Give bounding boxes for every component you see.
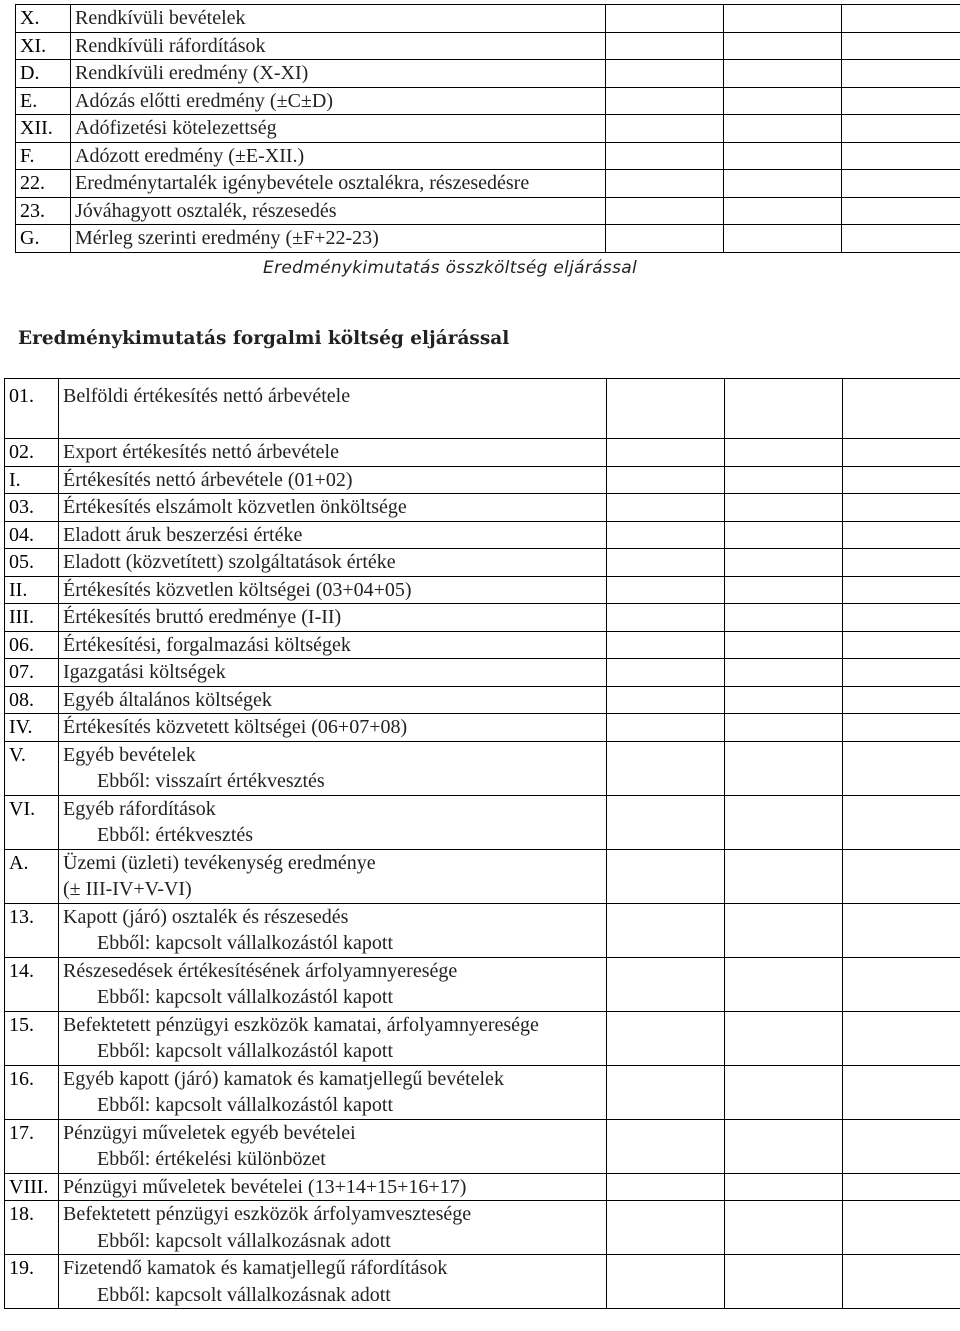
value-cell[interactable] bbox=[607, 1011, 725, 1065]
table-row bbox=[5, 631, 960, 659]
table-row bbox=[16, 170, 960, 198]
bottom-table bbox=[4, 378, 960, 1309]
table-row bbox=[5, 439, 960, 467]
value-cell[interactable] bbox=[725, 466, 843, 494]
value-cell[interactable] bbox=[725, 659, 843, 687]
value-cell[interactable] bbox=[607, 741, 725, 795]
value-cell[interactable] bbox=[724, 115, 842, 143]
value-cell[interactable] bbox=[843, 549, 960, 577]
value-cell[interactable] bbox=[607, 659, 725, 687]
value-cell[interactable] bbox=[607, 714, 725, 742]
table-row bbox=[5, 521, 960, 549]
row-code: V. bbox=[5, 741, 59, 795]
table-row bbox=[5, 903, 960, 957]
value-cell[interactable] bbox=[725, 714, 843, 742]
value-cell[interactable] bbox=[842, 225, 960, 253]
table-row bbox=[5, 957, 960, 1011]
row-label-text: Befektetett pénzügyi eszközök árfolyamvesztesége bbox=[63, 1203, 472, 1225]
row-sublabel: Ebből: kapcsolt vállalkozástól kapott bbox=[97, 1040, 394, 1062]
row-label bbox=[59, 659, 607, 687]
table-row bbox=[5, 379, 960, 439]
row-code: 15. bbox=[5, 1011, 59, 1065]
row-label-text: Értékesítés nettó árbevétele (01+02) bbox=[63, 468, 353, 491]
row-label-text: Kapott (járó) osztalék és részesedés bbox=[63, 905, 349, 928]
value-cell[interactable] bbox=[843, 659, 960, 687]
row-code: F. bbox=[16, 142, 71, 170]
row-code: 05. bbox=[5, 549, 59, 577]
table-row bbox=[5, 1255, 960, 1309]
value-cell[interactable] bbox=[607, 903, 725, 957]
value-cell[interactable] bbox=[842, 60, 960, 88]
row-label bbox=[59, 439, 607, 467]
value-cell[interactable] bbox=[606, 5, 724, 33]
top-table-body bbox=[16, 5, 960, 253]
table-row bbox=[5, 576, 960, 604]
value-cell[interactable] bbox=[843, 521, 960, 549]
row-label bbox=[59, 686, 607, 714]
value-cell[interactable] bbox=[607, 466, 725, 494]
value-cell[interactable] bbox=[607, 604, 725, 632]
value-cell[interactable] bbox=[842, 142, 960, 170]
table-row bbox=[16, 60, 960, 88]
value-cell[interactable] bbox=[843, 714, 960, 742]
value-cell[interactable] bbox=[725, 903, 843, 957]
row-code: VI. bbox=[5, 795, 59, 849]
value-cell[interactable] bbox=[725, 686, 843, 714]
value-cell[interactable] bbox=[843, 604, 960, 632]
row-code: 07. bbox=[5, 659, 59, 687]
value-cell[interactable] bbox=[724, 5, 842, 33]
table-row bbox=[5, 1201, 960, 1255]
value-cell[interactable] bbox=[606, 225, 724, 253]
table-row bbox=[5, 795, 960, 849]
row-code: X. bbox=[16, 5, 71, 33]
row-label-text: Eladott áruk beszerzési értéke bbox=[63, 523, 303, 546]
row-label bbox=[59, 521, 607, 549]
row-label-text: Egyéb ráfordítások bbox=[63, 797, 216, 820]
row-label-text: Egyéb bevételek bbox=[63, 743, 196, 766]
table-row bbox=[5, 466, 960, 494]
table-row bbox=[16, 32, 960, 60]
value-cell[interactable] bbox=[606, 142, 724, 170]
table-row bbox=[5, 714, 960, 742]
row-code: 06. bbox=[5, 631, 59, 659]
value-cell[interactable] bbox=[843, 903, 960, 957]
value-cell[interactable] bbox=[843, 849, 960, 903]
value-cell[interactable] bbox=[843, 379, 960, 439]
row-label bbox=[59, 714, 607, 742]
value-cell[interactable] bbox=[842, 115, 960, 143]
value-cell[interactable] bbox=[724, 87, 842, 115]
value-cell[interactable] bbox=[725, 795, 843, 849]
table-row bbox=[5, 1065, 960, 1119]
row-code: I. bbox=[5, 466, 59, 494]
row-sublabel: Ebből: kapcsolt vállalkozásnak adott bbox=[97, 1283, 391, 1306]
value-cell[interactable] bbox=[606, 32, 724, 60]
value-cell[interactable] bbox=[724, 142, 842, 170]
value-cell[interactable] bbox=[607, 1065, 725, 1119]
table-row bbox=[5, 494, 960, 522]
row-label bbox=[59, 1011, 607, 1065]
value-cell[interactable] bbox=[843, 466, 960, 494]
value-cell[interactable] bbox=[725, 439, 843, 467]
row-label bbox=[59, 604, 607, 632]
value-cell[interactable] bbox=[724, 197, 842, 225]
row-label-text: Értékesítés bruttó eredménye (I-II) bbox=[63, 606, 342, 628]
row-label-text: Belföldi értékesítés nettó árbevétele bbox=[63, 385, 351, 407]
table-row bbox=[16, 115, 960, 143]
value-cell[interactable] bbox=[724, 32, 842, 60]
row-label-text: Értékesítés elszámolt közvetlen önköltsége bbox=[63, 496, 407, 518]
row-code: 22. bbox=[16, 170, 71, 198]
value-cell[interactable] bbox=[843, 686, 960, 714]
value-cell[interactable] bbox=[843, 439, 960, 467]
value-cell[interactable] bbox=[725, 1119, 843, 1173]
row-label: Adózott eredmény (±E-XII.) bbox=[71, 142, 606, 170]
row-label bbox=[59, 1119, 607, 1173]
row-code: E. bbox=[16, 87, 71, 115]
row-label-text: Pénzügyi műveletek bevételei (13+14+15+16+17) bbox=[63, 1175, 467, 1198]
value-cell[interactable] bbox=[842, 197, 960, 225]
table-row bbox=[16, 87, 960, 115]
table-row bbox=[5, 1119, 960, 1173]
row-code: D. bbox=[16, 60, 71, 88]
value-cell[interactable] bbox=[725, 379, 843, 439]
row-sublabel: Ebből: értékelési különbözet bbox=[97, 1148, 326, 1170]
value-cell[interactable] bbox=[725, 1011, 843, 1065]
value-cell[interactable] bbox=[725, 1255, 843, 1309]
table-row bbox=[16, 5, 960, 33]
row-label bbox=[59, 549, 607, 577]
value-cell[interactable] bbox=[607, 549, 725, 577]
value-cell[interactable] bbox=[725, 604, 843, 632]
table-row bbox=[5, 1173, 960, 1201]
row-code: 18. bbox=[5, 1201, 59, 1255]
value-cell[interactable] bbox=[725, 494, 843, 522]
row-label bbox=[59, 903, 607, 957]
row-code: 13. bbox=[5, 903, 59, 957]
table-row bbox=[5, 549, 960, 577]
row-label-text: Befektetett pénzügyi eszközök kamatai, árfolyamnyeresége bbox=[63, 1013, 539, 1036]
row-sublabel: (± III-IV+V-VI) bbox=[63, 878, 192, 900]
section-subtitle: Eredménykimutatás összköltség eljárással bbox=[263, 258, 637, 278]
value-cell[interactable] bbox=[843, 576, 960, 604]
row-label-text: Üzemi (üzleti) tevékenység eredménye bbox=[63, 851, 376, 874]
row-label bbox=[59, 1255, 607, 1309]
table-row bbox=[5, 741, 960, 795]
value-cell[interactable] bbox=[725, 631, 843, 659]
row-label-text: Értékesítés közvetlen költségei (03+04+05) bbox=[63, 578, 412, 601]
row-label: Eredménytartalék igénybevétele osztalékra, részesedésre bbox=[71, 170, 606, 198]
row-code: III. bbox=[5, 604, 59, 632]
row-label bbox=[59, 1173, 607, 1201]
value-cell[interactable] bbox=[607, 686, 725, 714]
value-cell[interactable] bbox=[843, 494, 960, 522]
value-cell[interactable] bbox=[843, 1011, 960, 1065]
value-cell[interactable] bbox=[725, 849, 843, 903]
value-cell[interactable] bbox=[724, 170, 842, 198]
row-code: 04. bbox=[5, 521, 59, 549]
row-label bbox=[59, 494, 607, 522]
value-cell[interactable] bbox=[842, 32, 960, 60]
row-label-text: Export értékesítés nettó árbevétele bbox=[63, 441, 339, 463]
value-cell[interactable] bbox=[607, 379, 725, 439]
value-cell[interactable] bbox=[607, 494, 725, 522]
row-label: Adózás előtti eredmény (±C±D) bbox=[71, 87, 606, 115]
row-label bbox=[59, 631, 607, 659]
value-cell[interactable] bbox=[843, 1173, 960, 1201]
value-cell[interactable] bbox=[843, 741, 960, 795]
table-row bbox=[16, 225, 960, 253]
value-cell[interactable] bbox=[607, 631, 725, 659]
table-row bbox=[5, 604, 960, 632]
row-code: XII. bbox=[16, 115, 71, 143]
row-code: 03. bbox=[5, 494, 59, 522]
table-row bbox=[5, 686, 960, 714]
value-cell[interactable] bbox=[843, 795, 960, 849]
value-cell[interactable] bbox=[606, 115, 724, 143]
section-title: Eredménykimutatás forgalmi költség eljárással bbox=[18, 328, 510, 349]
row-code: XI. bbox=[16, 32, 71, 60]
value-cell[interactable] bbox=[843, 1065, 960, 1119]
table-row bbox=[5, 849, 960, 903]
value-cell[interactable] bbox=[724, 60, 842, 88]
row-label-text: Értékesítés közvetett költségei (06+07+08) bbox=[63, 716, 408, 738]
row-sublabel: Ebből: kapcsolt vállalkozásnak adott bbox=[97, 1229, 391, 1252]
top-table bbox=[15, 4, 960, 253]
row-label-text: Fizetendő kamatok és kamatjellegű ráfordítások bbox=[63, 1257, 448, 1279]
value-cell[interactable] bbox=[842, 170, 960, 198]
row-label bbox=[59, 1065, 607, 1119]
row-label bbox=[59, 576, 607, 604]
row-code: 16. bbox=[5, 1065, 59, 1119]
row-code: II. bbox=[5, 576, 59, 604]
value-cell[interactable] bbox=[843, 957, 960, 1011]
value-cell[interactable] bbox=[607, 1255, 725, 1309]
row-label-text: Egyéb kapott (járó) kamatok és kamatjellegű bevételek bbox=[63, 1067, 504, 1090]
value-cell[interactable] bbox=[843, 1255, 960, 1309]
value-cell[interactable] bbox=[725, 957, 843, 1011]
row-label-text: Egyéb általános költségek bbox=[63, 688, 272, 711]
table-row bbox=[5, 659, 960, 687]
row-code: A. bbox=[5, 849, 59, 903]
row-label: Rendkívüli eredmény (X-XI) bbox=[71, 60, 606, 88]
row-label: Adófizetési kötelezettség bbox=[71, 115, 606, 143]
row-label bbox=[59, 466, 607, 494]
row-label-text: Pénzügyi műveletek egyéb bevételei bbox=[63, 1121, 356, 1144]
value-cell[interactable] bbox=[843, 1119, 960, 1173]
row-code: 08. bbox=[5, 686, 59, 714]
value-cell[interactable] bbox=[725, 549, 843, 577]
row-label-text: Részesedések értékesítésének árfolyamnyeresége bbox=[63, 959, 458, 982]
value-cell[interactable] bbox=[607, 1201, 725, 1255]
value-cell[interactable] bbox=[725, 1173, 843, 1201]
row-sublabel: Ebből: visszaírt értékvesztés bbox=[97, 770, 325, 792]
row-sublabel: Ebből: értékvesztés bbox=[97, 824, 254, 846]
row-code: 19. bbox=[5, 1255, 59, 1309]
row-label: Mérleg szerinti eredmény (±F+22-23) bbox=[71, 225, 606, 253]
row-label-text: Eladott (közvetített) szolgáltatások értéke bbox=[63, 551, 396, 573]
row-code: 14. bbox=[5, 957, 59, 1011]
value-cell[interactable] bbox=[606, 197, 724, 225]
value-cell[interactable] bbox=[607, 521, 725, 549]
row-code: 23. bbox=[16, 197, 71, 225]
value-cell[interactable] bbox=[842, 5, 960, 33]
row-code: 02. bbox=[5, 439, 59, 467]
row-code: VIII. bbox=[5, 1173, 59, 1201]
row-label bbox=[59, 379, 607, 439]
value-cell[interactable] bbox=[843, 1201, 960, 1255]
value-cell[interactable] bbox=[606, 60, 724, 88]
value-cell[interactable] bbox=[725, 521, 843, 549]
row-label: Rendkívüli bevételek bbox=[71, 5, 606, 33]
row-label bbox=[59, 1201, 607, 1255]
row-sublabel: Ebből: kapcsolt vállalkozástól kapott bbox=[97, 1094, 394, 1116]
row-sublabel: Ebből: kapcsolt vállalkozástól kapott bbox=[97, 932, 394, 954]
row-label bbox=[59, 957, 607, 1011]
table-row bbox=[16, 142, 960, 170]
value-cell[interactable] bbox=[843, 631, 960, 659]
row-label-text: Értékesítési, forgalmazási költségek bbox=[63, 633, 351, 656]
value-cell[interactable] bbox=[724, 225, 842, 253]
row-code: 01. bbox=[5, 379, 59, 439]
value-cell[interactable] bbox=[725, 576, 843, 604]
value-cell[interactable] bbox=[606, 87, 724, 115]
value-cell[interactable] bbox=[607, 439, 725, 467]
row-label-text: Igazgatási költségek bbox=[63, 661, 226, 683]
row-label bbox=[59, 849, 607, 903]
value-cell[interactable] bbox=[725, 741, 843, 795]
value-cell[interactable] bbox=[607, 849, 725, 903]
value-cell[interactable] bbox=[607, 1119, 725, 1173]
row-label: Jóváhagyott osztalék, részesedés bbox=[71, 197, 606, 225]
row-code: 17. bbox=[5, 1119, 59, 1173]
value-cell[interactable] bbox=[607, 795, 725, 849]
value-cell[interactable] bbox=[607, 576, 725, 604]
row-label bbox=[59, 741, 607, 795]
row-code: G. bbox=[16, 225, 71, 253]
row-label bbox=[59, 795, 607, 849]
bottom-table-body bbox=[5, 379, 960, 1309]
value-cell[interactable] bbox=[725, 1065, 843, 1119]
row-sublabel: Ebből: kapcsolt vállalkozástól kapott bbox=[97, 986, 394, 1008]
table-row bbox=[5, 1011, 960, 1065]
value-cell[interactable] bbox=[842, 87, 960, 115]
value-cell[interactable] bbox=[606, 170, 724, 198]
value-cell[interactable] bbox=[607, 1173, 725, 1201]
value-cell[interactable] bbox=[607, 957, 725, 1011]
row-code: IV. bbox=[5, 714, 59, 742]
table-row bbox=[16, 197, 960, 225]
value-cell[interactable] bbox=[725, 1201, 843, 1255]
row-label: Rendkívüli ráfordítások bbox=[71, 32, 606, 60]
